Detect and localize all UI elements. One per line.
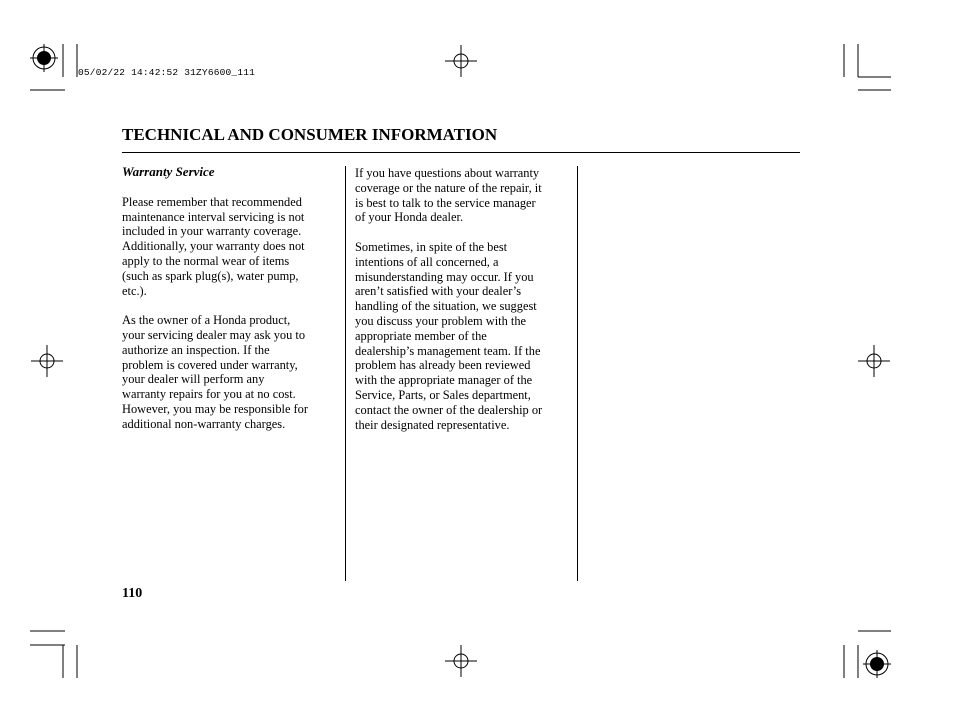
crosshair-icon <box>858 345 890 377</box>
column-divider <box>577 166 578 581</box>
column-divider <box>345 166 346 581</box>
column-left <box>122 165 340 446</box>
registration-target-icon <box>30 44 58 72</box>
page-number: 110 <box>122 586 143 601</box>
column-middle <box>355 166 573 447</box>
crosshair-icon <box>445 45 477 77</box>
paragraph: Please remember that recommended maintenance interval servicing is not included in your warranty coverage. Additionally, your warranty does not apply to the normal wear of items (such as spark plug(s), water pump, etc.). <box>122 194 305 298</box>
paragraph: If you have questions about warranty coverage or the nature of the repair, it is best to talk to the service manager of your Honda dealer. <box>355 166 542 225</box>
print-stamp: 05/02/22 14:42:52 31ZY6600_111 <box>78 67 256 78</box>
title-rule <box>122 152 800 153</box>
section-title: TECHNICAL AND CONSUMER INFORMATION <box>122 125 498 144</box>
crosshair-icon <box>31 345 63 377</box>
crosshair-icon <box>445 645 477 677</box>
paragraph: As the owner of a Honda product, your servicing dealer may ask you to authorize an inspection. If the problem is covered under warranty, your dealer will perform any warranty repairs for you at no cost. However, you may be responsible for additional non-warranty charges. <box>122 313 308 431</box>
registration-target-icon <box>863 650 891 678</box>
subsection-heading: Warranty Service <box>122 164 215 179</box>
paragraph: Sometimes, in spite of the best intentions of all concerned, a misunderstanding may occur. If you aren’t satisfied with your dealer’s handling of the situation, we suggest you discuss your problem with the appropriate member of the dealership’s management team. If the problem has already been reviewed with the appropriate manager of the Service, Parts, or Sales department, contact the owner of the dealership or their designated representative. <box>355 239 543 432</box>
